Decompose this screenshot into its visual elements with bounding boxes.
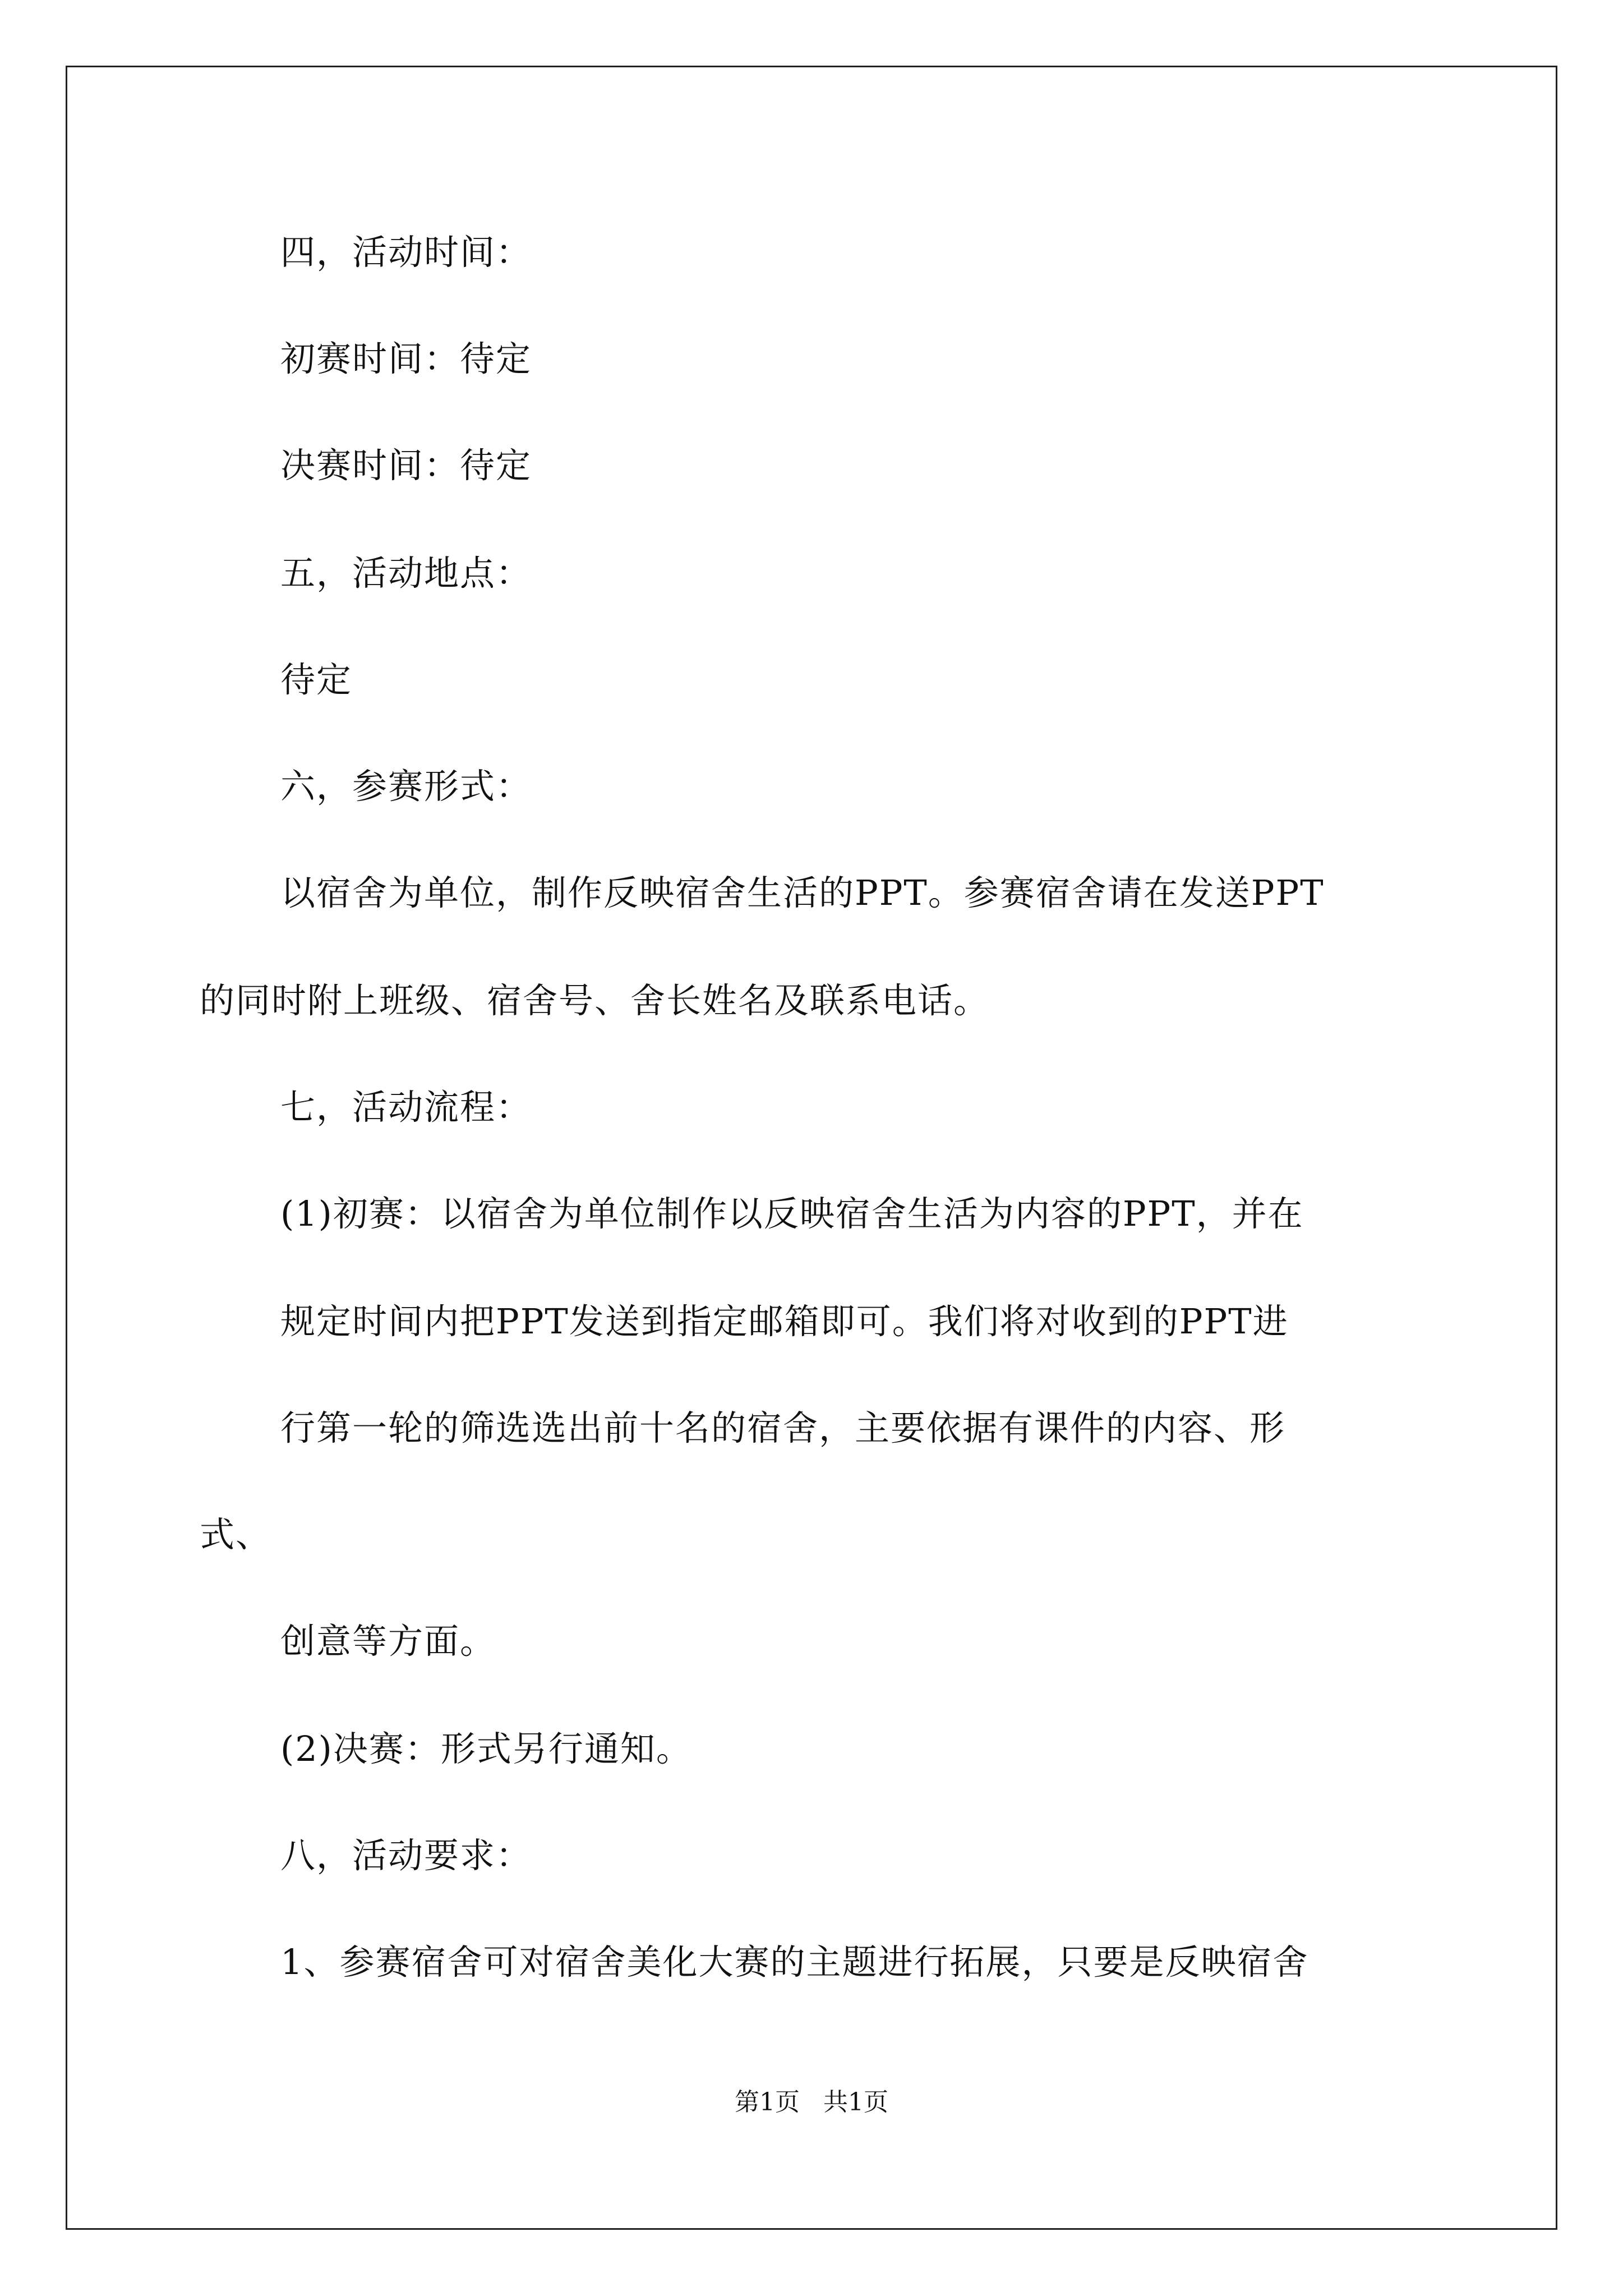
section-heading-time: 四，活动时间： [280, 232, 532, 273]
text-line: 创意等方面。 [280, 1621, 496, 1662]
section-heading-requirements: 八，活动要求： [280, 1835, 532, 1876]
section-heading-process: 七，活动流程： [280, 1087, 532, 1128]
section-heading-format: 六，参赛形式： [280, 766, 532, 807]
text-line: (1)初赛：以宿舍为单位制作以反映宿舍生活为内容的PPT，并在 [280, 1193, 1304, 1234]
page-border [66, 66, 1557, 2230]
page-footer: 第1页 共1页 [735, 2088, 888, 2116]
text-line: 式、 [200, 1514, 272, 1555]
text-line: 的同时附上班级、宿舍号、舍长姓名及联系电话。 [200, 980, 990, 1021]
text-line: 规定时间内把PPT发送到指定邮箱即可。我们将对收到的PPT进 [280, 1301, 1289, 1342]
text-line: 初赛时间：待定 [280, 338, 532, 379]
text-line: 待定 [280, 659, 353, 700]
text-line: (2)决赛：形式另行通知。 [280, 1728, 692, 1769]
text-line: 以宿舍为单位，制作反映宿舍生活的PPT。参赛宿舍请在发送PPT [280, 872, 1325, 913]
section-heading-location: 五，活动地点： [280, 553, 532, 593]
text-line: 决赛时间：待定 [280, 445, 532, 486]
text-line: 1、参赛宿舍可对宿舍美化大赛的主题进行拓展，只要是反映宿舍 [280, 1941, 1309, 1982]
text-line: 行第一轮的筛选选出前十名的宿舍，主要依据有课件的内容、形 [280, 1407, 1286, 1448]
